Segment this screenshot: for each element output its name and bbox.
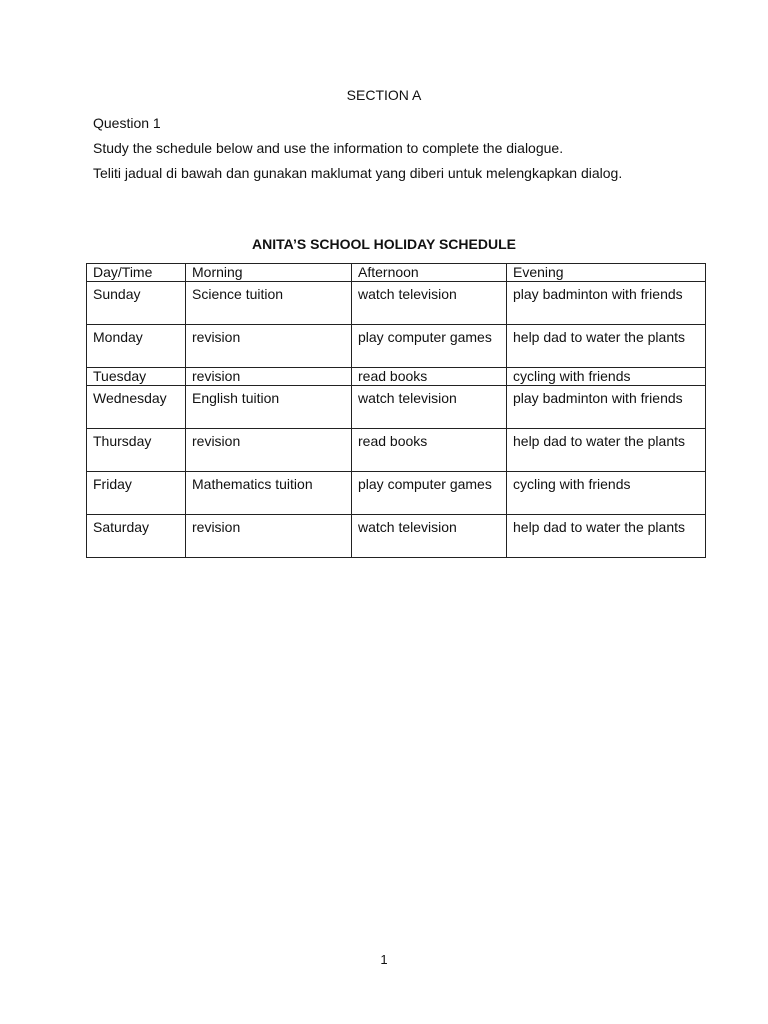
table-row	[87, 472, 706, 515]
afternoon-cell: watch television	[352, 515, 507, 558]
table-row	[87, 429, 706, 472]
morning-cell: revision	[186, 368, 352, 386]
day-cell: Saturday	[87, 515, 186, 558]
header-cell: Afternoon	[352, 264, 507, 282]
afternoon-cell: play computer games	[352, 472, 507, 515]
instruction-malay: Teliti jadual di bawah dan gunakan maklumat yang diberi untuk melengkapkan dialog.	[93, 165, 623, 181]
instruction-english: Study the schedule below and use the information to complete the dialogue.	[93, 140, 564, 156]
header-cell: Day/Time	[87, 264, 186, 282]
day-cell: Wednesday	[87, 386, 186, 429]
day-cell: Monday	[87, 325, 186, 368]
table-row	[87, 515, 706, 558]
evening-cell: play badminton with friends	[507, 282, 706, 325]
day-cell: Sunday	[87, 282, 186, 325]
afternoon-cell: watch television	[352, 282, 507, 325]
table-row	[87, 368, 706, 386]
schedule-title: ANITA’S SCHOOL HOLIDAY SCHEDULE	[252, 236, 516, 252]
afternoon-cell: watch television	[352, 386, 507, 429]
morning-cell: revision	[186, 325, 352, 368]
evening-cell: play badminton with friends	[507, 386, 706, 429]
morning-cell: revision	[186, 429, 352, 472]
header-cell: Evening	[507, 264, 706, 282]
morning-cell: English tuition	[186, 386, 352, 429]
evening-cell: cycling with friends	[507, 472, 706, 515]
question-label: Question 1	[93, 115, 161, 131]
day-cell: Friday	[87, 472, 186, 515]
afternoon-cell: read books	[352, 429, 507, 472]
schedule-table	[86, 263, 706, 558]
morning-cell: revision	[186, 515, 352, 558]
evening-cell: help dad to water the plants	[507, 325, 706, 368]
page-number: 1	[380, 952, 388, 967]
table-row	[87, 386, 706, 429]
evening-cell: cycling with friends	[507, 368, 706, 386]
evening-cell: help dad to water the plants	[507, 429, 706, 472]
table-row	[87, 325, 706, 368]
header-cell: Morning	[186, 264, 352, 282]
day-cell: Thursday	[87, 429, 186, 472]
evening-cell: help dad to water the plants	[507, 515, 706, 558]
section-heading: SECTION A	[346, 87, 422, 103]
day-cell: Tuesday	[87, 368, 186, 386]
table-row	[87, 282, 706, 325]
afternoon-cell: read books	[352, 368, 507, 386]
morning-cell: Science tuition	[186, 282, 352, 325]
afternoon-cell: play computer games	[352, 325, 507, 368]
morning-cell: Mathematics tuition	[186, 472, 352, 515]
table-header-row	[87, 264, 706, 282]
